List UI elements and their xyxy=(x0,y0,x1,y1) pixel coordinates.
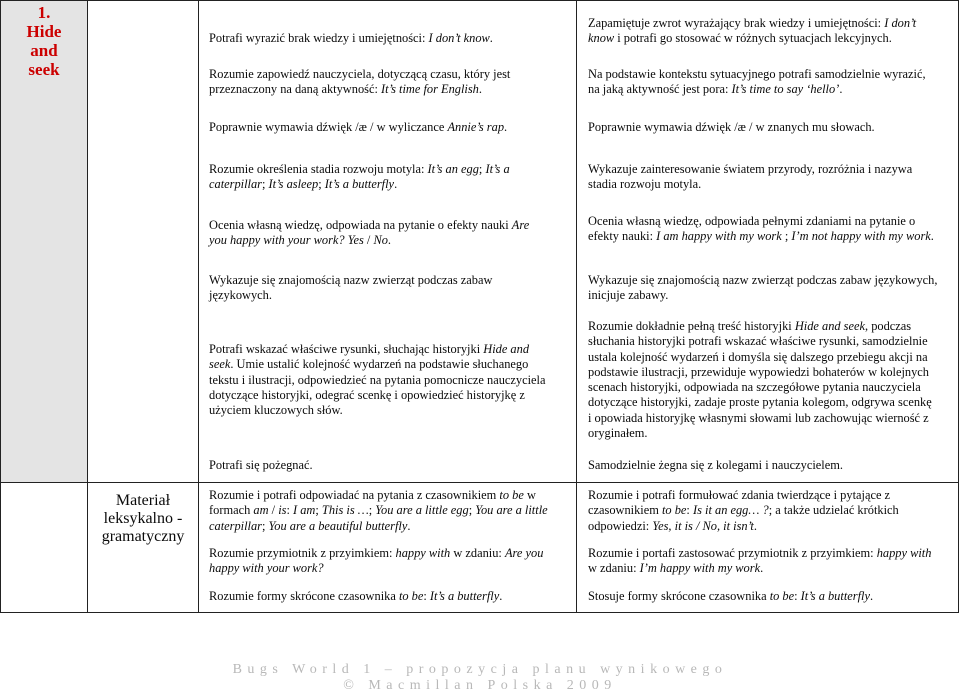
italic-phrase: It’s asleep xyxy=(268,177,319,192)
italic-phrase: to be xyxy=(398,589,424,603)
italic-phrase: You are a beautiful butterfly xyxy=(268,518,408,533)
extended-entry xyxy=(588,273,938,304)
extended-entry xyxy=(588,120,938,135)
text-run: . xyxy=(489,31,493,45)
text-run: ; xyxy=(468,503,476,518)
text-run: Rozumie formy skrócone czasownika xyxy=(209,589,399,603)
text-run: : xyxy=(794,589,801,603)
text-run: Rozumie przymiotnik z przyimkiem: xyxy=(209,546,396,560)
text-run: w zdaniu: xyxy=(450,546,505,560)
text-run: . xyxy=(387,233,392,248)
footer-title: Bugs World 1 – propozycja planu wynikowego xyxy=(232,662,728,677)
italic-phrase: It’s a butterfly xyxy=(324,177,395,192)
text-run: ; xyxy=(368,503,376,518)
text-run: Stosuje formy skrócone czasownika xyxy=(588,589,770,603)
basic-entry xyxy=(209,589,549,604)
extended-entry xyxy=(588,458,938,473)
italic-phrase: Are you happy with your work? xyxy=(209,218,530,248)
extended-entry xyxy=(588,589,938,604)
extended-entry xyxy=(588,319,938,441)
text-run: w zdaniu: xyxy=(588,561,640,576)
text-run: , podczas słuchania historyjki potrafi wskazać właściwe rysunki, samodzielnie ustala kolejność wydarzeń i domyśla się dalszego przebiegu akcji na podstawie ilustracji, przewiduje wypowiedzi bohaterów w kolejnych scenach historyjki, odpowiada na szczegółowe pytania nauczyciela dotyczące historyjki, zadaje proste pytania kolegom, odgrywa scenkę i opowiada historyjkę własnymi słowami lub zachowując wierność z oryginałem. xyxy=(588,319,932,441)
spacer-cell xyxy=(88,1,199,483)
text-run: i potrafi go stosować w różnych sytuacjach lekcyjnych. xyxy=(614,31,892,46)
text-run: . xyxy=(760,561,764,576)
text-run: ; xyxy=(315,503,322,518)
italic-phrase: Hide and seek xyxy=(209,342,530,372)
basic-entry xyxy=(209,546,549,577)
text-run: Wykazuje się znajomością nazw zwierząt podczas zabaw językowych. xyxy=(209,273,493,303)
text-run: ; xyxy=(781,229,792,244)
italic-phrase: It’s time for English xyxy=(381,82,479,97)
basic-entry xyxy=(209,31,549,46)
text-run: ; xyxy=(478,162,486,176)
italic-phrase: You are a little egg xyxy=(375,503,469,518)
text-run: . xyxy=(394,177,398,192)
basic-entry xyxy=(209,342,549,418)
text-run: w formach xyxy=(209,488,536,518)
extended-entry xyxy=(588,214,938,245)
italic-phrase: I am xyxy=(293,503,316,518)
italic-phrase: Annie’s rap xyxy=(447,120,505,134)
italic-phrase: Yes xyxy=(347,233,364,248)
text-run: Rozumie dokładnie pełną treść historyjki xyxy=(588,319,795,333)
basic-entry xyxy=(209,273,549,304)
basic-entry xyxy=(209,458,549,473)
text-run: . xyxy=(504,120,508,134)
italic-phrase: It’s a butterfly xyxy=(429,589,500,603)
italic-phrase: happy with xyxy=(876,546,932,560)
text-run: Potrafi wyrazić brak wiedzy i umiejętności: xyxy=(209,31,429,45)
italic-phrase: happy with xyxy=(395,546,451,560)
italic-phrase: Hide and seek xyxy=(794,319,865,333)
text-run: ; xyxy=(318,177,325,192)
basic-entry xyxy=(209,488,549,534)
lesson-heading: 1. Hide and seek xyxy=(26,3,62,79)
text-run: Poprawnie wymawia dźwięk /æ / w wyliczance xyxy=(209,120,448,134)
extended-entry xyxy=(588,488,938,534)
text-run: : xyxy=(286,503,293,518)
italic-phrase: is xyxy=(278,503,287,518)
italic-phrase: It’s time to say ‘hello’ xyxy=(731,82,840,97)
text-run: . xyxy=(499,589,503,603)
text-run: ; a także udzielać krótkich odpowiedzi: xyxy=(588,503,899,533)
italic-phrase: It’s an egg xyxy=(427,162,479,176)
text-run: . xyxy=(753,518,757,533)
text-run: / xyxy=(268,503,279,518)
text-run: Ocenia własną wiedzę, odpowiada pełnymi zdaniami na pytanie o efekty nauki: xyxy=(588,214,916,244)
basic-entry xyxy=(209,67,549,98)
basic-entry xyxy=(209,218,549,249)
text-run: . xyxy=(930,229,934,244)
text-run: Zapamiętuje zwrot wyrażający brak wiedzy i umiejętności: xyxy=(588,16,885,30)
text-run: : xyxy=(686,503,693,518)
extended-entry xyxy=(588,16,938,47)
text-run: . xyxy=(407,518,411,533)
italic-phrase: Yes, it is / No, it isn’t xyxy=(652,518,754,533)
italic-phrase: I don’t know xyxy=(588,16,917,46)
text-run: : xyxy=(423,589,430,603)
basic-entry xyxy=(209,162,549,193)
text-run: . Umie ustalić kolejność wydarzeń na podstawie słuchanego tekstu i ilustracji, odpowiedzieć na pytania pomocnicze nauczyciela dotyczące historyjki, odegrać scenkę i opowiedzieć historyjkę z użyciem kluczowych słów. xyxy=(209,357,546,418)
text-run: Rozumie określenia stadia rozwoju motyla: xyxy=(209,162,428,176)
italic-phrase: No xyxy=(373,233,388,248)
italic-phrase: I’m not happy with my work xyxy=(791,229,931,244)
italic-phrase: am xyxy=(253,503,269,518)
grammar-title-cell xyxy=(88,483,199,613)
text-run: Rozumie i portafi zastosować przymiotnik z przyimkiem: xyxy=(588,546,877,560)
text-run: ; xyxy=(262,518,269,533)
text-run: Wykazuje się znajomością nazw zwierząt podczas zabaw językowych, inicjuje zabawy. xyxy=(588,273,938,303)
italic-phrase: I’m happy with my work xyxy=(639,561,761,576)
text-run: Poprawnie wymawia dźwięk /æ / w znanych mu słowach. xyxy=(588,120,875,134)
text-run: Rozumie i potrafi odpowiadać na pytania z czasownikiem xyxy=(209,488,500,502)
text-run: Rozumie i potrafi formułować zdania twierdzące i pytające z czasownikiem xyxy=(588,488,891,518)
text-run: Potrafi się pożegnać. xyxy=(209,458,313,472)
extended-entry xyxy=(588,67,938,98)
italic-phrase: Is it an egg… ? xyxy=(692,503,769,518)
text-run: Potrafi wskazać właściwe rysunki, słuchając historyjki xyxy=(209,342,484,356)
italic-phrase: I don’t know xyxy=(428,31,490,45)
extended-entry xyxy=(588,162,938,193)
italic-phrase: It’s a caterpillar xyxy=(209,162,510,192)
italic-phrase: to be xyxy=(769,589,795,603)
basic-entry xyxy=(209,120,549,135)
text-run: / xyxy=(363,233,374,248)
extended-entry xyxy=(588,546,938,577)
italic-phrase: Are you happy with your work? xyxy=(209,546,544,576)
lesson-heading-cell xyxy=(1,1,88,483)
text-run: Wykazuje zainteresowanie światem przyrody, rozróżnia i nazywa stadia rozwoju motyla. xyxy=(588,162,913,192)
text-run: ; xyxy=(262,177,269,192)
footer-copyright: © Macmillan Polska 2009 xyxy=(343,678,617,693)
grammar-heading-cell xyxy=(1,483,88,613)
text-run: Samodzielnie żegna się z kolegami i nauczycielem. xyxy=(588,458,843,472)
grammar-heading: Materiał leksykalno - gramatyczny xyxy=(101,492,185,545)
italic-phrase: I am happy with my work xyxy=(656,229,782,244)
text-run: Rozumie zapowiedź nauczyciela, dotyczącą czasu, który jest przeznaczony na daną aktywność: xyxy=(209,67,511,97)
italic-phrase: This is … xyxy=(321,503,369,518)
italic-phrase: It’s a butterfly xyxy=(800,589,870,603)
italic-phrase: to be xyxy=(661,503,687,518)
text-run: Na podstawie kontekstu sytuacyjnego potrafi samodzielnie wyrazić, na jaką aktywność jest pora: xyxy=(588,67,926,97)
text-run: . xyxy=(839,82,843,97)
text-run: . xyxy=(478,82,482,97)
text-run: . xyxy=(869,589,874,603)
text-run: Ocenia własną wiedzę, odpowiada na pytanie o efekty nauki xyxy=(209,218,512,232)
italic-phrase: You are a little caterpillar xyxy=(209,503,548,533)
italic-phrase: to be xyxy=(499,488,524,502)
